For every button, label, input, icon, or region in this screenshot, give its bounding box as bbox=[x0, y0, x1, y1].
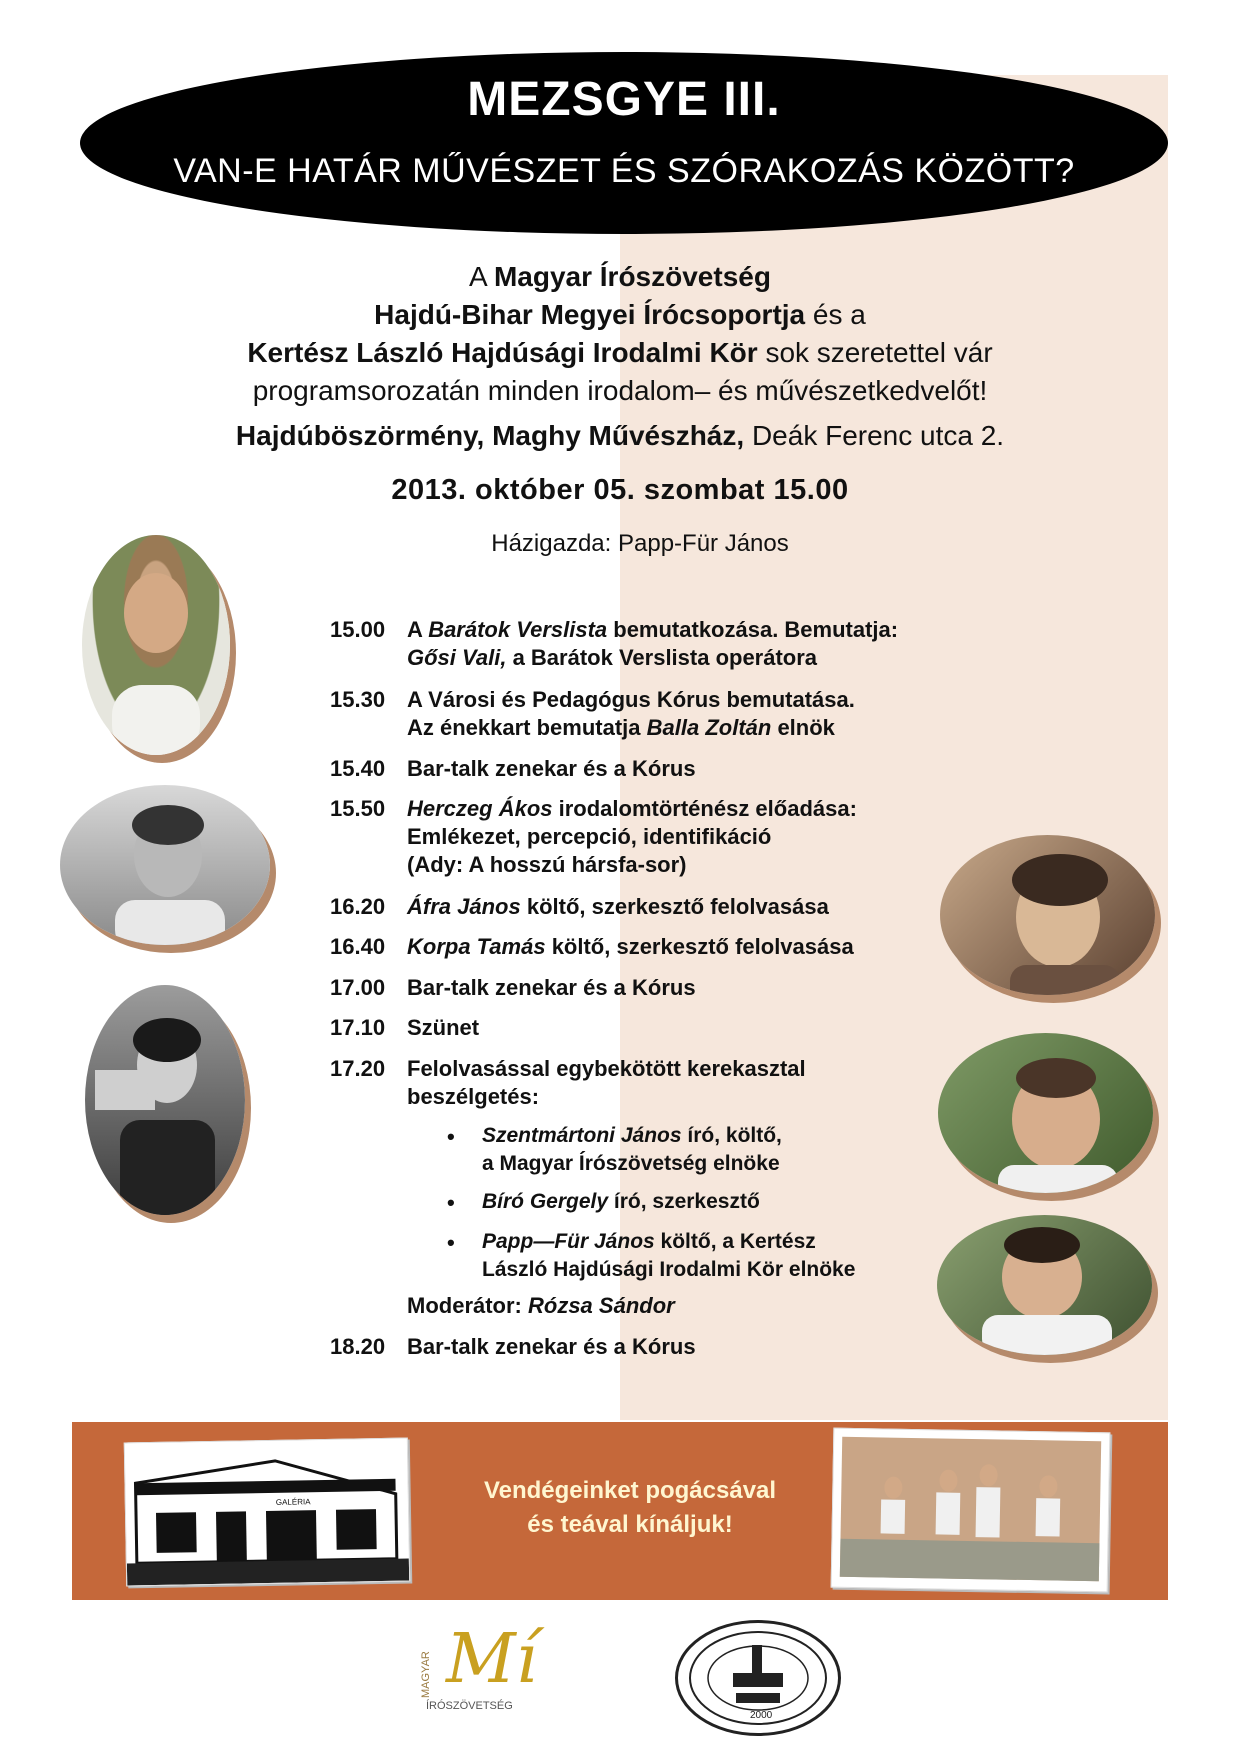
panel-member: Szentmártoni János író, költő, a Magyar Írószövetség elnöke bbox=[482, 1124, 782, 1175]
seal-icon bbox=[678, 1623, 838, 1733]
refreshments-text: Vendégeinket pogácsával és teával kínáljuk! bbox=[483, 1477, 777, 1538]
person-silhouette-icon bbox=[82, 535, 230, 755]
choir-photo bbox=[831, 1428, 1111, 1593]
panel-member: Bíró Gergely író, szerkesztő bbox=[482, 1190, 760, 1213]
person-silhouette-icon bbox=[85, 985, 245, 1215]
event-subtitle: VAN-E HATÁR MŰVÉSZET ÉS SZÓRAKOZÁS KÖZÖTT? bbox=[173, 152, 1075, 190]
panel-member: Papp—Für János költő, a Kertész László Hajdúsági Irodalmi Kör elnöke bbox=[482, 1230, 856, 1281]
person-silhouette-icon bbox=[937, 1215, 1152, 1355]
venue: Hajdúböszörmény, Maghy Művészház, Deák Ferenc utca 2. bbox=[235, 420, 1005, 451]
gallery-sign: GALÉRIA bbox=[275, 1497, 311, 1507]
event-date: 2013. október 05. szombat 15.00 bbox=[391, 474, 849, 506]
bullet-icon: • bbox=[447, 1230, 455, 1255]
irodalmi-logo bbox=[420, 1620, 538, 1714]
event-title: MEZSGYE III. bbox=[467, 73, 781, 126]
building-icon bbox=[125, 1439, 409, 1586]
logo-small-text: MAGYAR bbox=[420, 1651, 432, 1698]
person-silhouette-icon bbox=[60, 785, 270, 945]
portrait-photo bbox=[940, 835, 1155, 995]
portrait-photo bbox=[60, 785, 270, 945]
performers-icon bbox=[832, 1429, 1110, 1592]
person-silhouette-icon bbox=[940, 835, 1155, 995]
portrait-photo bbox=[937, 1215, 1152, 1355]
portrait-photo bbox=[85, 985, 245, 1215]
person-silhouette-icon bbox=[938, 1033, 1153, 1193]
host: Házigazda: Papp-Für János bbox=[491, 530, 789, 557]
intro-text: A Magyar Írószövetség Hajdú-Bihar Megyei Írócsoportja és a Kertész László Hajdúsági Irodalmi Kör sok szeretettel vár programsorozatán minden irodalom– és művészetkedvelőt! bbox=[247, 261, 993, 406]
logo-bottom-text: ÍRÓSZÖVETSÉG bbox=[426, 1700, 513, 1712]
seal-year: 2000 bbox=[750, 1710, 773, 1721]
bullet-icon: • bbox=[447, 1124, 455, 1149]
title-banner bbox=[80, 52, 1168, 234]
gallery-photo bbox=[124, 1438, 410, 1587]
logo-mark: Mí bbox=[446, 1620, 538, 1699]
portrait-photo bbox=[82, 535, 230, 755]
kor-seal-logo bbox=[675, 1620, 841, 1736]
portrait-photo bbox=[938, 1033, 1153, 1193]
bullet-icon: • bbox=[447, 1190, 455, 1215]
